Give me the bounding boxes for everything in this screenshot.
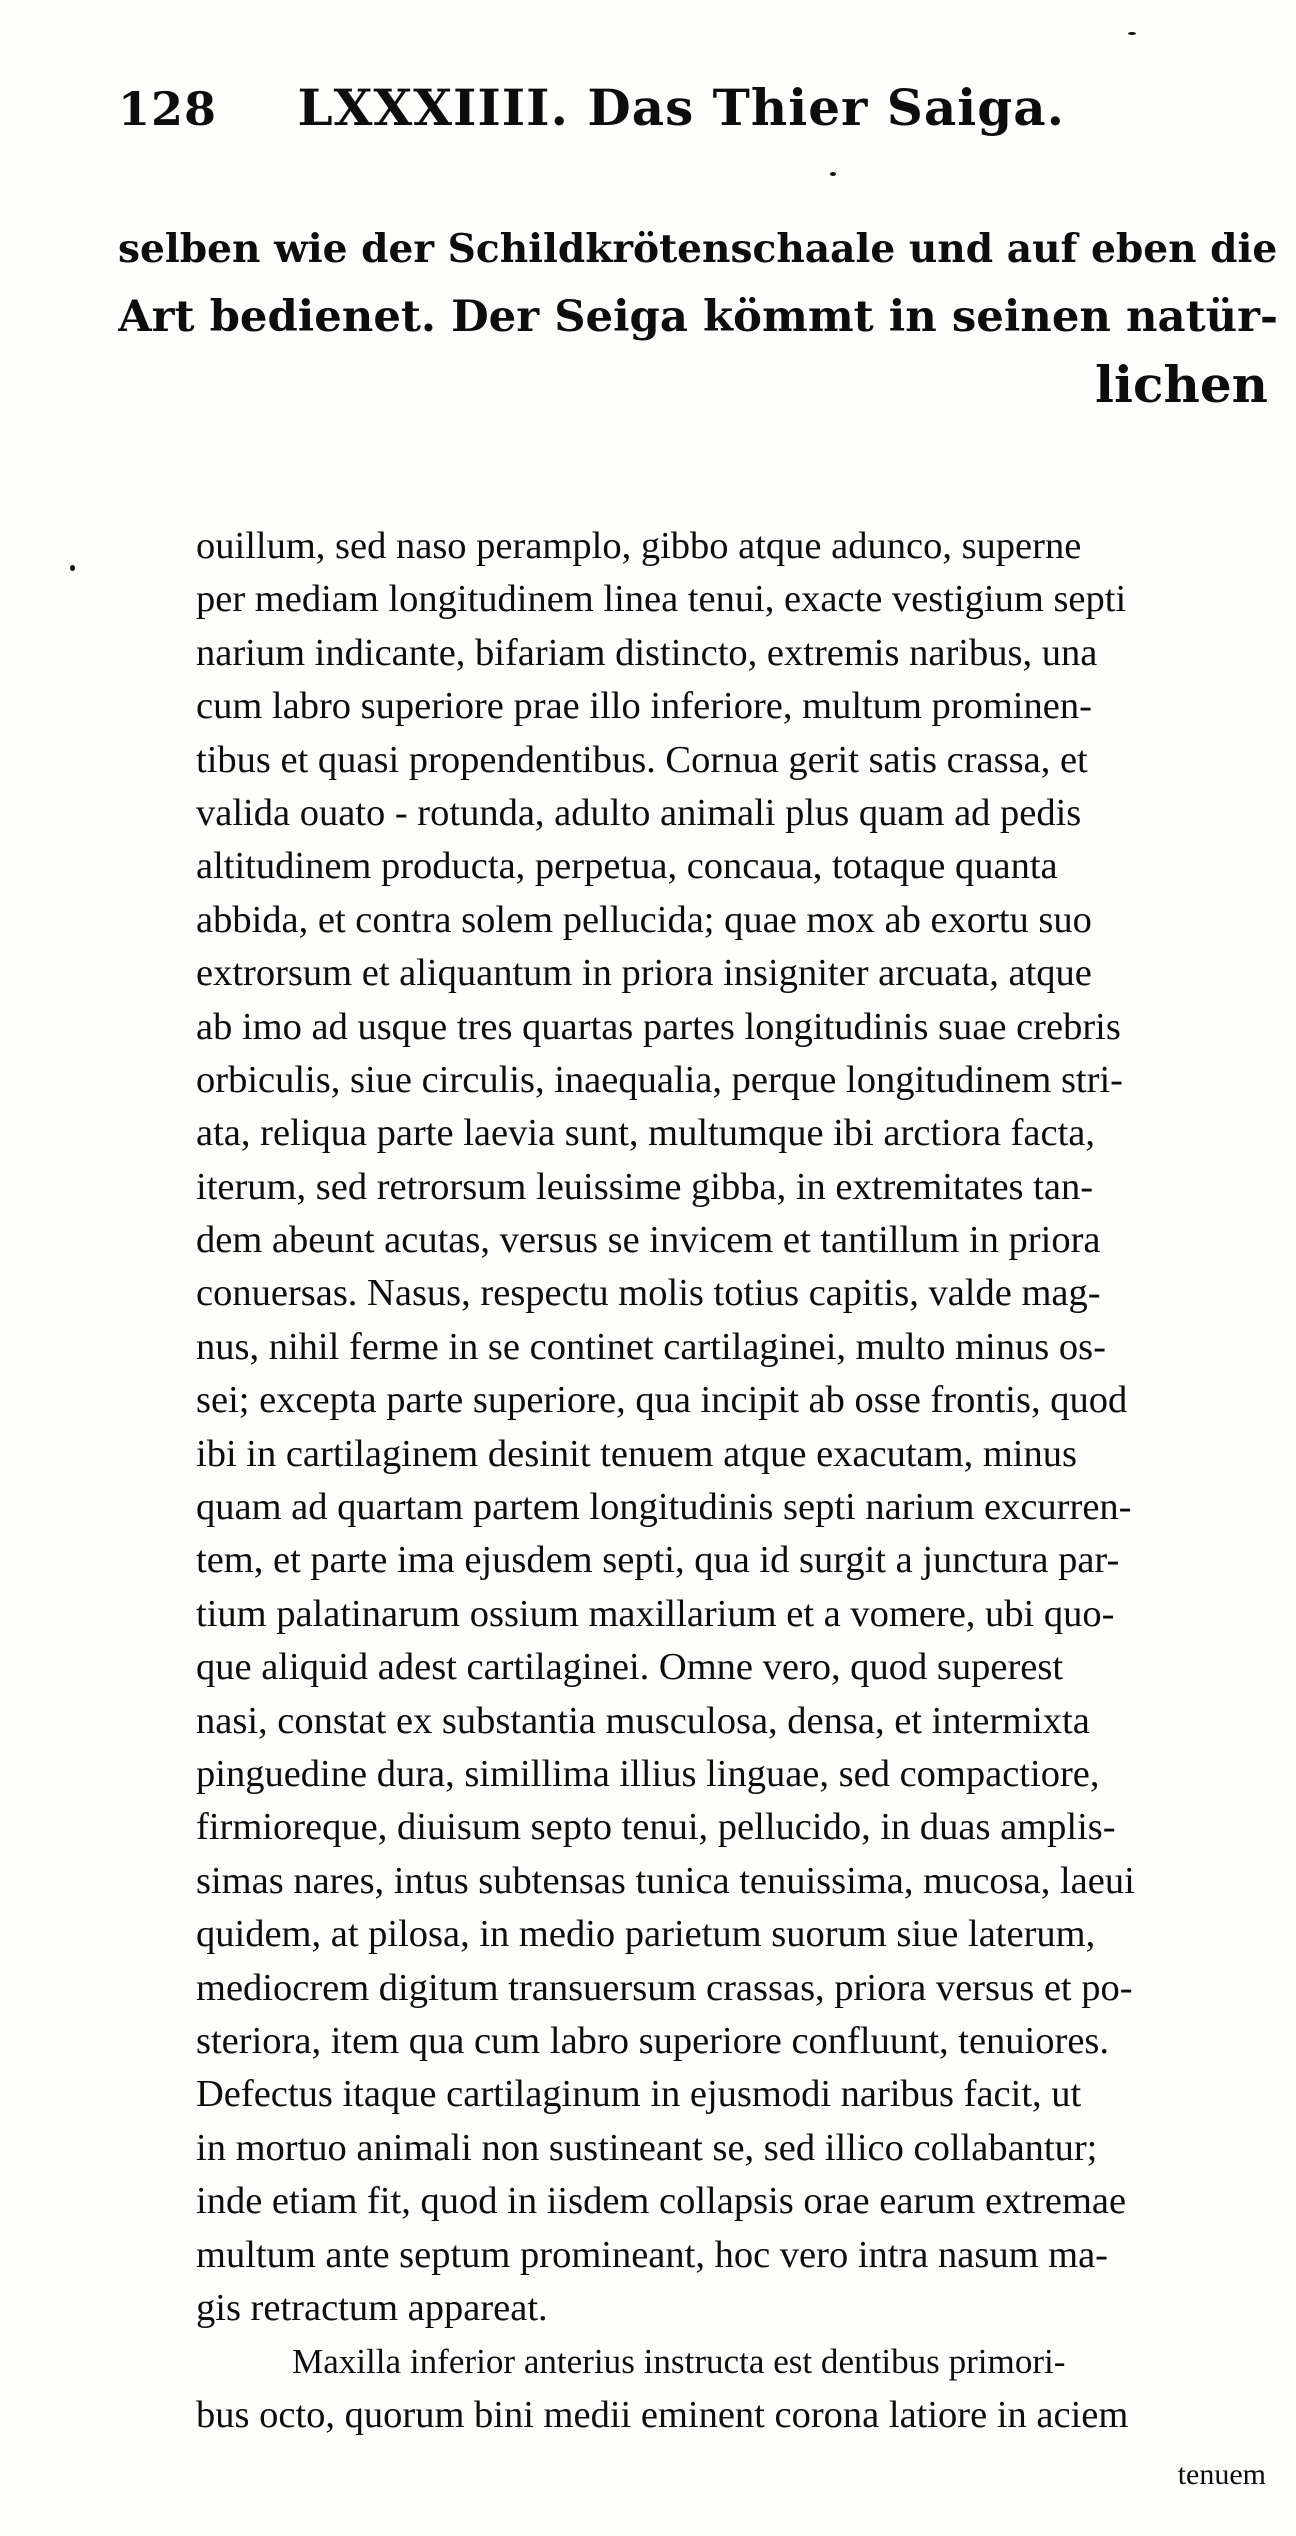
latin-line: per mediam longitudinem linea tenui, exacte vestigium septi (196, 578, 1127, 621)
latin-line: inde etiam fit, quod in iisdem collapsis orae earum extremae (196, 2180, 1127, 2223)
latin-line: ouillum, sed naso peramplo, gibbo atque adunco, superne (196, 525, 1082, 567)
latin-line: quidem, at pilosa, in medio parietum suorum siue laterum, (196, 1913, 1096, 1956)
latin-description (196, 520, 1276, 2442)
latin-line: ata, reliqua parte laevia sunt, multumque ibi arctiora facta, (196, 1112, 1096, 1155)
ink-speck (830, 172, 836, 176)
latin-line: simas nares, intus subtensas tunica tenuissima, mucosa, laeui (196, 1859, 1135, 1902)
latin-line: nus, nihil ferme in se continet cartilaginei, multo minus os- (196, 1325, 1106, 1368)
latin-line: Maxilla inferior anterius instructa est dentibus primori- (292, 2342, 1066, 2382)
german-paragraph (118, 215, 1278, 419)
latin-line: tibus et quasi propendentibus. Cornua gerit satis crassa, et (196, 738, 1088, 781)
latin-line: ab imo ad usque tres quartas partes longitudinis suae crebris (196, 1005, 1121, 1048)
latin-line: que aliquid adest cartilaginei. Omne vero, quod superest (196, 1646, 1064, 1689)
latin-line: gis retractum appareat. (196, 2286, 548, 2329)
chapter-title: LXXXIIII. Das Thier Saiga. (297, 78, 1066, 137)
latin-line: narium indicante, bifariam distincto, extremis naribus, una (196, 631, 1098, 674)
latin-line: ibi in cartilaginem desinit tenuem atque exacutam, minus (196, 1432, 1077, 1475)
latin-line: orbiculis, siue circulis, inaequalia, perque longitudinem stri- (196, 1058, 1123, 1101)
latin-line: multum ante septum promineant, hoc vero intra nasum ma- (196, 2233, 1109, 2276)
latin-line: dem abeunt acutas, versus se invicem et tantillum in priora (196, 1219, 1101, 1262)
ink-speck (1128, 32, 1136, 35)
latin-line: nasi, constat ex substantia musculosa, densa, et intermixta (196, 1699, 1090, 1742)
latin-line: tem, et parte ima ejusdem septi, qua id surgit a junctura par- (196, 1539, 1120, 1582)
latin-line: bus octo, quorum bini medii eminent corona latiore in aciem (196, 2393, 1129, 2436)
latin-line: abbida, et contra solem pellucida; quae mox ab exortu suo (196, 898, 1092, 941)
german-line: lichen (1095, 355, 1268, 414)
latin-line: mediocrem digitum transuersum crassas, priora versus et po- (196, 1966, 1133, 2009)
latin-line: conuersas. Nasus, respectu molis totius capitis, valde mag- (196, 1272, 1101, 1315)
catchword: tenuem (1177, 2458, 1266, 2491)
ink-speck (70, 565, 75, 571)
latin-line: steriora, item qua cum labro superiore confluunt, tenuiores. (196, 2019, 1110, 2062)
german-line: selben wie der Schildkrötenschaale und auf eben die (118, 226, 1278, 272)
latin-line: in mortuo animali non sustineant se, sed illico collabantur; (196, 2126, 1098, 2169)
latin-line: sei; excepta parte superiore, qua incipit ab osse frontis, quod (196, 1379, 1128, 1422)
latin-line: pinguedine dura, simillima illius linguae, sed compactiore, (196, 1752, 1100, 1795)
german-line: Art bedienet. Der Seiga kömmt in seinen natür- (118, 291, 1278, 342)
latin-line: tium palatinarum ossium maxillarium et a vomere, ubi quo- (196, 1592, 1115, 1635)
latin-line: cum labro superiore prae illo inferiore, multum prominen- (196, 685, 1092, 728)
latin-line: valida ouato - rotunda, adulto animali plus quam ad pedis (196, 791, 1082, 834)
running-head (118, 78, 1178, 137)
latin-line: iterum, sed retrorsum leuissime gibba, in extremitates tan- (196, 1165, 1094, 1208)
latin-line: quam ad quartam partem longitudinis septi narium excurren- (196, 1486, 1132, 1529)
latin-line: extrorsum et aliquantum in priora insigniter arcuata, atque (196, 952, 1092, 995)
latin-line: Defectus itaque cartilaginum in ejusmodi naribus facit, ut (196, 2073, 1082, 2116)
latin-line: altitudinem producta, perpetua, concaua, totaque quanta (196, 845, 1058, 888)
page-number: 128 (118, 82, 218, 136)
latin-line: firmioreque, diuisum septo tenui, pellucido, in duas amplis- (196, 1806, 1116, 1849)
